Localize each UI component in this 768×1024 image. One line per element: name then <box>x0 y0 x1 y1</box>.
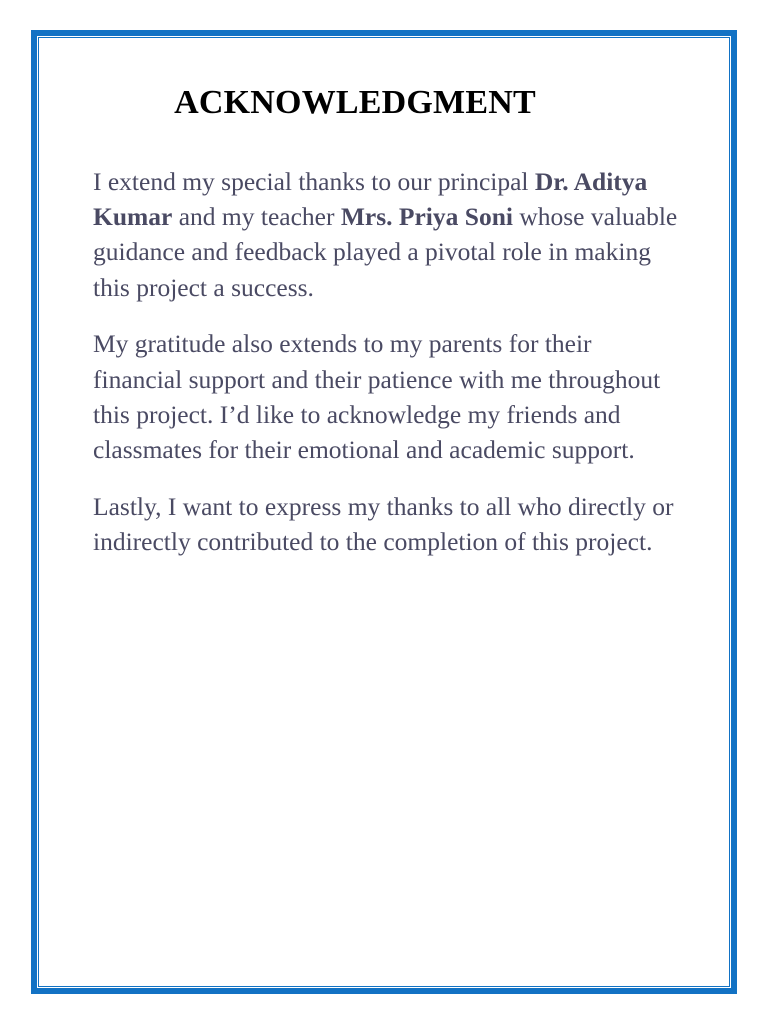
paragraph-thanks <box>93 164 678 305</box>
paragraph-gratitude: My gratitude also extends to my parents for their financial support and their patience with me throughout this project. I’d like to acknowledge my friends and classmates for their emotional and academic support. <box>93 329 661 464</box>
paragraph-thanks-ending: whose valuable guidance and feedback played a pivotal role in making this project a success. <box>93 202 678 302</box>
principal-name: Dr. Aditya Kumar <box>93 167 648 232</box>
paragraph-thanks-middle: and my teacher <box>172 202 341 232</box>
paragraph-thanks-intro: I extend my special thanks to our principal <box>93 167 535 196</box>
teacher-name: Mrs. Priya Soni <box>340 202 513 232</box>
paragraph-closing: Lastly, I want to express my thanks to all who directly or indirectly contributed to the completion of this project. <box>93 491 674 556</box>
document-body <box>93 164 678 581</box>
page-title: ACKNOWLEDGMENT <box>174 84 536 121</box>
